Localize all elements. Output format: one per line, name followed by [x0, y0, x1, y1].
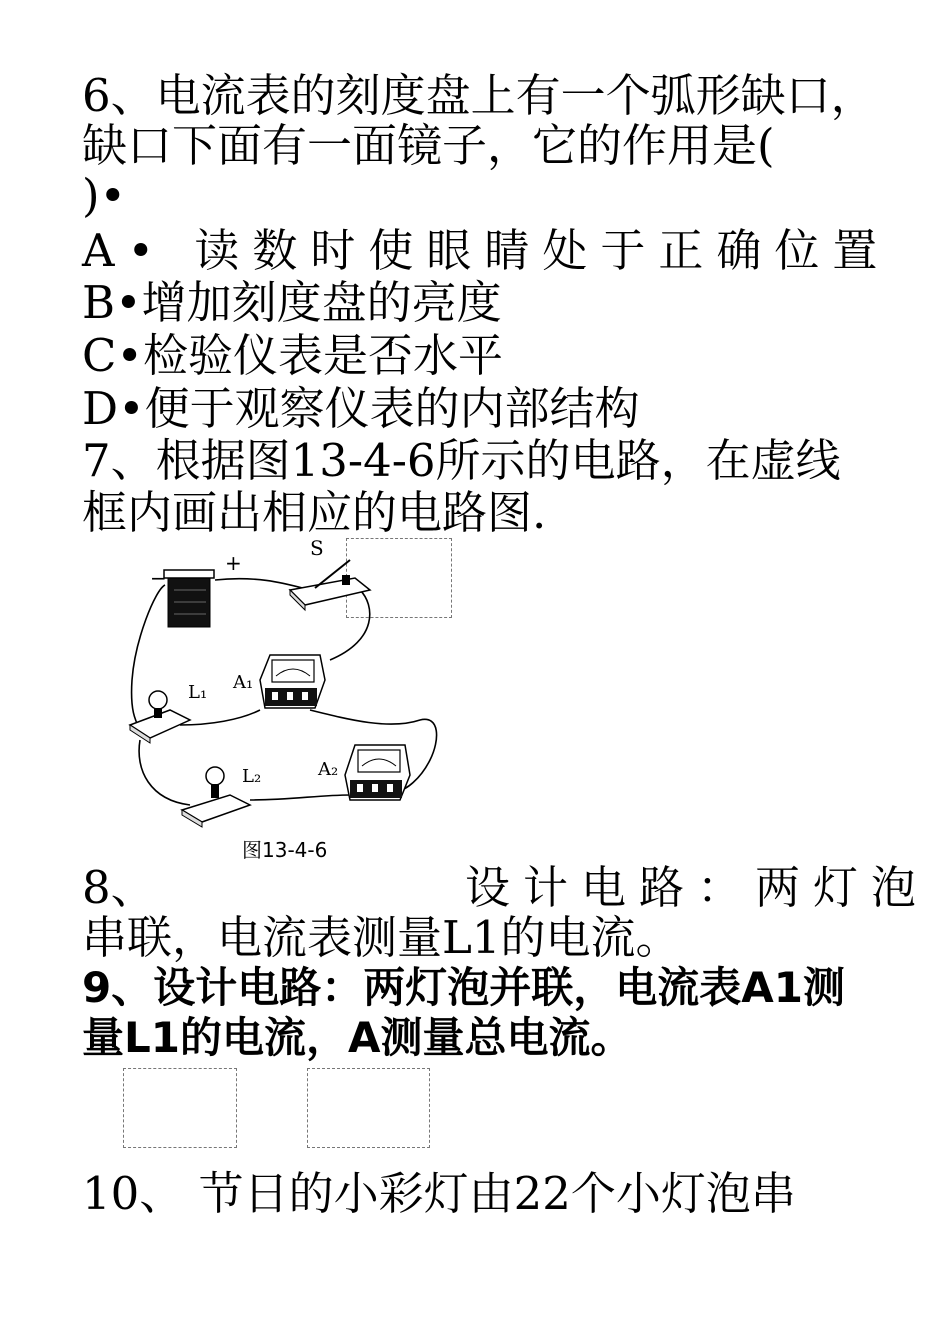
q10-stem-line-1: 10、 节日的小彩灯由22个小灯泡串	[82, 1167, 796, 1220]
q8-number: 8、	[82, 861, 156, 914]
ammeter-a2-label: A₂	[318, 759, 339, 780]
battery-minus-label: −	[150, 566, 167, 590]
q6-stem-line-3: )•	[82, 169, 127, 222]
q6-option-d: D•便于观察仪表的内部结构	[82, 382, 640, 435]
figure-caption: 图13-4-6	[242, 838, 328, 862]
ammeter-a1-icon	[260, 655, 325, 708]
q7-stem-line-1: 7、根据图13-4-6所示的电路，在虚线	[82, 434, 841, 487]
battery-plus-label: +	[225, 551, 242, 575]
q9-stem-line-2: 量L1的电流，A测量总电流。	[82, 1013, 633, 1062]
switch-icon	[290, 560, 370, 610]
wire-lamp1-to-ammeter1	[180, 710, 260, 725]
q9-answer-box-1[interactable]	[123, 1068, 237, 1148]
lamp-l2-icon	[182, 767, 250, 827]
battery-icon	[164, 570, 214, 627]
q8-stem-line-2: 串联，电流表测量L1的电流。	[82, 911, 681, 964]
q7-stem-line-2: 框内画出相应的电路图.	[82, 486, 547, 539]
lamp-l1-icon	[130, 691, 190, 743]
q8-stem-line-1: 设计电路：两灯泡	[465, 861, 930, 914]
q6-stem-line-1: 6、电流表的刻度盘上有一个弧形缺口，	[82, 69, 876, 122]
q6-option-c: C•检验仪表是否水平	[82, 329, 503, 382]
wire-lamp1-to-lamp2	[139, 740, 190, 805]
q6-option-b: B•增加刻度盘的亮度	[82, 276, 502, 329]
q9-answer-box-2[interactable]	[307, 1068, 430, 1148]
q9-stem-line-1: 9、设计电路：两灯泡并联，电流表A1测	[82, 963, 845, 1012]
ammeter-a1-label: A₁	[233, 672, 254, 693]
q6-stem-line-2: 缺口下面有一面镜子，它的作用是(	[82, 119, 775, 172]
wire-switch-to-ammeter1	[330, 590, 370, 660]
switch-label: S	[310, 536, 324, 560]
circuit-figure	[120, 530, 460, 835]
q6-option-a: A• 读数时使眼睛处于正确位置	[82, 224, 891, 277]
ammeter-a2-icon	[345, 745, 410, 800]
lamp-l1-label: L₁	[188, 682, 208, 703]
wire-lamp2-to-ammeter2	[250, 795, 350, 800]
lamp-l2-label: L₂	[242, 766, 262, 787]
